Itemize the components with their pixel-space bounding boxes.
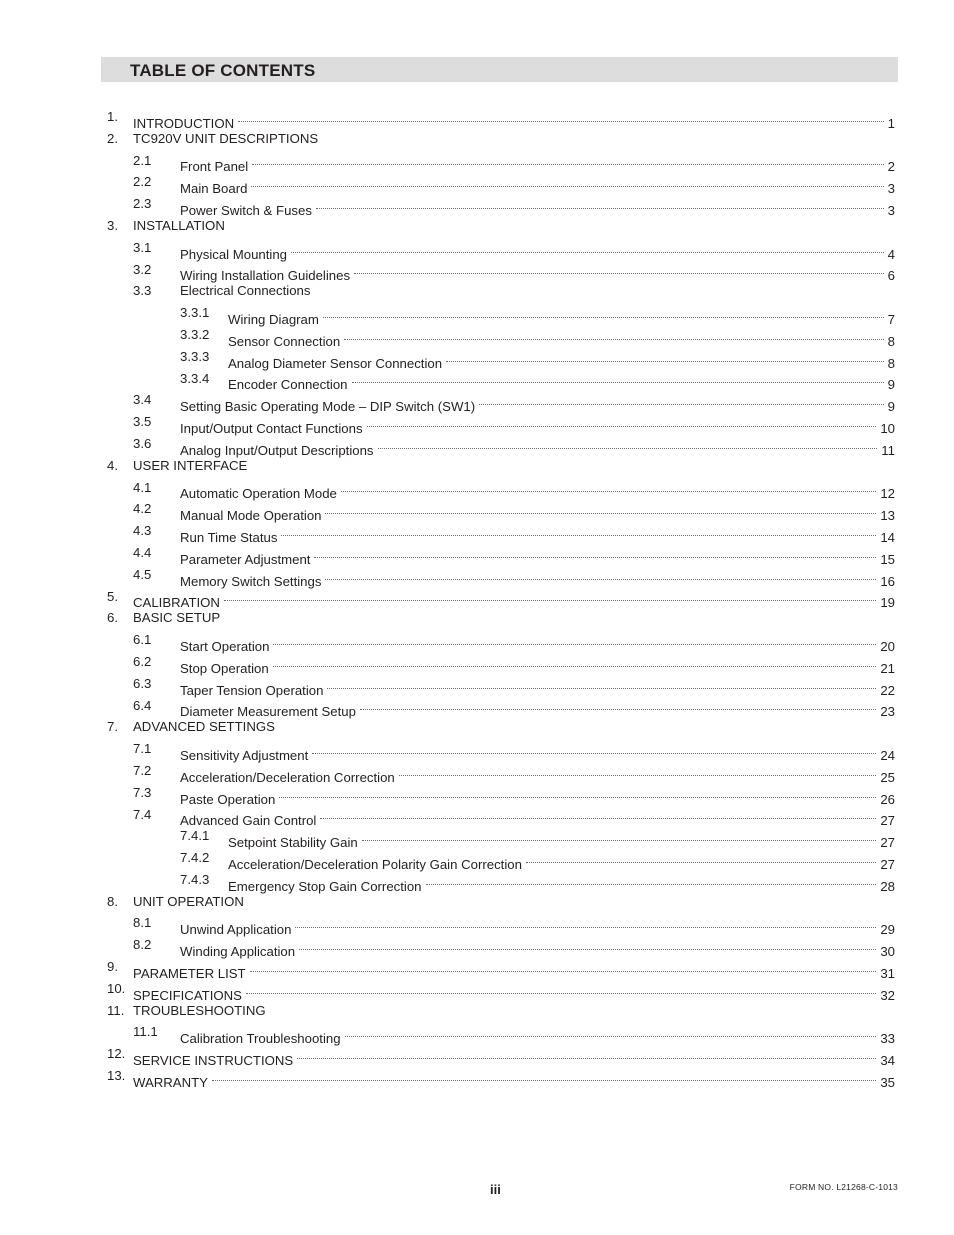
toc-entry-number: 6.4: [133, 697, 152, 713]
toc-entry[interactable]: [0, 869, 954, 894]
dot-leader: [399, 760, 877, 782]
toc-entry-title: Manual Mode Operation: [180, 508, 322, 524]
toc-entry-page: 8: [887, 355, 895, 371]
toc-entry-number: 3.5: [133, 414, 152, 430]
toc-entry[interactable]: [0, 411, 954, 436]
toc-entry-title: Physical Mounting: [180, 246, 288, 262]
toc-entry[interactable]: [0, 259, 954, 284]
toc-entry-page: 9: [887, 399, 895, 415]
toc-entry[interactable]: [0, 978, 954, 1003]
toc-entry[interactable]: [0, 477, 954, 502]
toc-entry-page: 33: [880, 1031, 895, 1047]
toc-entry[interactable]: [0, 629, 954, 654]
toc-entry-page: 19: [880, 595, 895, 611]
toc-entry[interactable]: [0, 673, 954, 698]
toc-entry-line: [180, 280, 895, 302]
toc-entry-page: 3: [887, 202, 895, 218]
toc-entry-title: TC920V UNIT DESCRIPTIONS: [133, 130, 319, 146]
toc-entry-page: 34: [880, 1053, 895, 1069]
dot-leader: [312, 738, 876, 760]
dot-leader: [378, 433, 878, 455]
toc-entry-title: Automatic Operation Mode: [180, 486, 337, 502]
toc-entry-title: Start Operation: [180, 638, 270, 654]
toc-entry[interactable]: [0, 346, 954, 371]
toc-entry[interactable]: [0, 368, 954, 393]
toc-entry-page: 27: [880, 856, 895, 872]
toc-entry[interactable]: [0, 150, 954, 175]
toc-entry-number: 6.: [107, 610, 118, 626]
toc-entry-title: WARRANTY: [133, 1074, 208, 1090]
toc-entry[interactable]: [0, 520, 954, 545]
toc-entry[interactable]: [0, 956, 954, 981]
toc-entry-title: Setting Basic Operating Mode – DIP Switch (SW1): [180, 399, 476, 415]
toc-entry[interactable]: [0, 1065, 954, 1090]
toc-entry-page: 30: [880, 944, 895, 960]
toc-entry-number: 4.3: [133, 523, 152, 539]
toc-entry-title: Parameter Adjustment: [180, 551, 311, 567]
dot-leader: [252, 150, 883, 172]
toc-entry[interactable]: [0, 934, 954, 960]
toc-entry-number: 4.5: [133, 566, 152, 582]
toc-entry-title: USER INTERFACE: [133, 457, 248, 473]
toc-entry-line: [133, 891, 895, 913]
toc-entry-number: 8.2: [133, 937, 152, 953]
toc-entry-title: Input/Output Contact Functions: [180, 420, 363, 436]
toc-entry-number: 7.3: [133, 784, 152, 800]
dot-leader: [273, 629, 876, 651]
toc-entry-page: 32: [880, 987, 895, 1003]
toc-entry-title: Advanced Gain Control: [180, 813, 317, 829]
toc-entry[interactable]: [0, 324, 954, 349]
toc-entry-title: Calibration Troubleshooting: [180, 1031, 341, 1047]
toc-entry-title: UNIT OPERATION: [133, 893, 244, 909]
page-number: iii: [490, 1182, 501, 1197]
toc-entry-number: 7.: [107, 719, 118, 735]
toc-entry-number: 6.2: [133, 653, 152, 669]
dot-leader: [360, 695, 876, 717]
toc-entry-number: 2.: [107, 130, 118, 146]
toc-entry-number: 3.4: [133, 392, 152, 408]
toc-entry-title: Sensor Connection: [228, 333, 341, 349]
toc-entry-number: 10.: [107, 980, 126, 996]
toc-entry-title: Emergency Stop Gain Correction: [228, 878, 422, 894]
toc-entry[interactable]: [0, 825, 954, 851]
toc-entry-page: 27: [880, 835, 895, 851]
toc-entry-page: 29: [880, 922, 895, 938]
toc-entry-number: 3.3.3: [180, 348, 210, 364]
toc-entry[interactable]: [0, 389, 954, 415]
toc-entry-title: Diameter Measurement Setup: [180, 704, 356, 720]
toc-entry-number: 6.3: [133, 675, 152, 691]
toc-entry[interactable]: [0, 1000, 954, 1022]
toc-entry-number: 5.: [107, 588, 118, 604]
toc-entry-number: 7.4: [133, 806, 152, 822]
toc-entry-number: 7.4.2: [180, 850, 210, 866]
dot-leader: [362, 825, 877, 847]
dot-leader: [281, 520, 876, 542]
dot-leader: [251, 171, 883, 193]
dot-leader: [316, 193, 884, 215]
toc-entry-line: [133, 716, 895, 738]
dot-leader: [295, 912, 876, 934]
dot-leader: [224, 586, 876, 608]
toc-entry-page: 22: [880, 682, 895, 698]
toc-entry[interactable]: [0, 738, 954, 763]
toc-entry-page: 12: [880, 486, 895, 502]
dot-leader: [250, 956, 877, 978]
dot-leader: [325, 564, 876, 586]
toc-entry[interactable]: [0, 215, 954, 237]
toc-entry-line: [133, 128, 895, 150]
dot-leader: [246, 978, 876, 1000]
toc-entry-page: 11: [881, 442, 895, 458]
toc-entry-number: 2.3: [133, 196, 152, 212]
dot-leader: [352, 368, 884, 390]
toc-entry-line: [133, 455, 895, 477]
toc-entry-number: 7.1: [133, 741, 152, 757]
dot-leader: [345, 1021, 877, 1043]
toc-entry-title: Main Board: [180, 181, 248, 197]
toc-entry-title: INSTALLATION: [133, 217, 225, 233]
toc-entry-number: 3.: [107, 217, 118, 233]
toc-entry-page: 24: [880, 747, 895, 763]
toc-entry-title: Winding Application: [180, 944, 296, 960]
toc-entry[interactable]: [0, 171, 954, 197]
toc-entry-line: [133, 1065, 895, 1094]
dot-leader: [327, 673, 876, 695]
toc-entry-page: 21: [880, 660, 895, 676]
toc-entry-number: 4.: [107, 457, 118, 473]
toc-entry-line: [133, 215, 895, 237]
toc-entry-title: Encoder Connection: [228, 377, 348, 393]
dot-leader: [325, 498, 876, 520]
dot-leader: [344, 324, 883, 346]
dot-leader: [526, 847, 876, 869]
toc-entry-title: Acceleration/Deceleration Correction: [180, 769, 395, 785]
toc-entry-number: 3.6: [133, 435, 152, 451]
toc-entry-page: 13: [880, 508, 895, 524]
toc-entry-page: 10: [880, 420, 895, 436]
toc-entry-page: 35: [880, 1074, 895, 1090]
table-of-contents: [0, 106, 954, 1090]
toc-entry-page: 31: [880, 965, 895, 981]
toc-entry-number: 8.: [107, 893, 118, 909]
toc-entry[interactable]: [0, 1043, 954, 1069]
toc-entry-title: Sensitivity Adjustment: [180, 747, 309, 763]
toc-entry-number: 3.3: [133, 283, 152, 299]
toc-entry-line: [133, 607, 895, 629]
toc-entry[interactable]: [0, 564, 954, 589]
dot-leader: [479, 389, 884, 411]
toc-entry[interactable]: [0, 912, 954, 938]
toc-entry-title: Front Panel: [180, 159, 249, 175]
toc-entry-page: 2: [887, 159, 895, 175]
toc-entry-number: 11.: [107, 1002, 125, 1018]
toc-entry-page: 28: [880, 878, 895, 894]
dot-leader: [446, 346, 884, 368]
page-title: TABLE OF CONTENTS: [130, 61, 316, 80]
dot-leader: [273, 651, 877, 673]
toc-entry-title: Acceleration/Deceleration Polarity Gain Correction: [228, 856, 522, 872]
toc-entry-title: SERVICE INSTRUCTIONS: [133, 1053, 294, 1069]
toc-entry-page: 8: [887, 333, 895, 349]
toc-entry[interactable]: [0, 302, 954, 327]
toc-entry-page: 3: [887, 181, 895, 197]
dot-leader: [299, 934, 876, 956]
toc-entry-title: ADVANCED SETTINGS: [133, 719, 275, 735]
toc-entry-number: 4.4: [133, 544, 152, 560]
toc-entry[interactable]: [0, 695, 954, 720]
dot-leader: [320, 804, 876, 826]
toc-entry[interactable]: [0, 760, 954, 785]
toc-entry-number: 2.1: [133, 152, 152, 168]
dot-leader: [323, 302, 884, 324]
toc-entry[interactable]: [0, 782, 954, 807]
toc-entry-number: 7.4.3: [180, 871, 210, 887]
toc-entry-number: 3.1: [133, 239, 152, 255]
toc-entry[interactable]: [0, 891, 954, 913]
dot-leader: [279, 782, 876, 804]
toc-entry-number: 8.1: [133, 915, 152, 931]
toc-entry[interactable]: [0, 128, 954, 150]
dot-leader: [314, 542, 876, 564]
toc-entry-title: Paste Operation: [180, 791, 276, 807]
toc-header-bar: [101, 57, 898, 82]
toc-entry-title: Taper Tension Operation: [180, 682, 324, 698]
toc-entry[interactable]: [0, 586, 954, 611]
toc-entry-number: 3.3.2: [180, 326, 210, 342]
toc-entry-title: Electrical Connections: [180, 283, 311, 299]
dot-leader: [426, 869, 877, 891]
toc-entry-page: 6: [887, 268, 895, 284]
toc-entry-number: 3.3.1: [180, 305, 210, 321]
toc-entry-page: 26: [880, 791, 895, 807]
toc-entry[interactable]: [0, 651, 954, 676]
dot-leader: [238, 106, 884, 128]
toc-entry-title: Unwind Application: [180, 922, 292, 938]
toc-entry-page: 25: [880, 769, 895, 785]
toc-entry-title: Memory Switch Settings: [180, 573, 322, 589]
toc-entry-number: 2.2: [133, 174, 152, 190]
toc-entry-number: 9.: [107, 959, 118, 975]
toc-entry-page: 1: [887, 115, 895, 131]
toc-entry-number: 4.2: [133, 501, 152, 517]
toc-entry[interactable]: [0, 542, 954, 567]
toc-entry-title: Power Switch & Fuses: [180, 202, 312, 218]
toc-entry-number: 7.2: [133, 762, 152, 778]
toc-entry-title: TROUBLESHOOTING: [133, 1002, 266, 1018]
toc-entry-title: INTRODUCTION: [133, 115, 235, 131]
toc-entry-number: 7.4.1: [180, 828, 210, 844]
toc-entry[interactable]: [0, 237, 954, 262]
form-number: FORM NO. L21268-C-1013: [789, 1182, 898, 1192]
toc-entry-title: Analog Diameter Sensor Connection: [228, 355, 443, 371]
toc-entry-title: Wiring Diagram: [228, 311, 319, 327]
toc-entry-number: 4.1: [133, 479, 152, 495]
toc-entry[interactable]: [0, 804, 954, 829]
toc-entry-title: Analog Input/Output Descriptions: [180, 442, 374, 458]
toc-entry[interactable]: [0, 193, 954, 218]
toc-entry-title: Run Time Status: [180, 529, 278, 545]
toc-entry-number: 1.: [107, 109, 118, 124]
toc-entry-page: 23: [880, 704, 895, 720]
toc-entry-page: 15: [880, 551, 895, 567]
dot-leader: [341, 477, 876, 499]
toc-entry-number: 3.3.4: [180, 370, 210, 386]
toc-entry[interactable]: [0, 847, 954, 872]
dot-leader: [367, 411, 877, 433]
toc-entry-page: 27: [880, 813, 895, 829]
toc-entry-title: Setpoint Stability Gain: [228, 835, 358, 851]
toc-entry-page: 7: [887, 311, 895, 327]
toc-entry[interactable]: [0, 498, 954, 524]
toc-entry-title: BASIC SETUP: [133, 610, 221, 626]
toc-entry-page: 9: [887, 377, 895, 393]
toc-entry-page: 16: [880, 573, 895, 589]
toc-entry[interactable]: [0, 716, 954, 738]
dot-leader: [291, 237, 884, 259]
toc-entry[interactable]: [0, 280, 954, 302]
toc-entry[interactable]: [0, 607, 954, 629]
toc-entry-title: Stop Operation: [180, 660, 269, 676]
dot-leader: [212, 1065, 876, 1087]
toc-entry-page: 4: [887, 246, 895, 262]
toc-entry-number: 11.1: [133, 1024, 158, 1040]
toc-entry-number: 3.2: [133, 261, 152, 277]
toc-entry-title: CALIBRATION: [133, 595, 220, 611]
toc-entry-number: 13.: [107, 1068, 126, 1084]
toc-entry-number: 12.: [107, 1046, 126, 1062]
toc-entry-number: 6.1: [133, 632, 152, 648]
toc-entry-title: Wiring Installation Guidelines: [180, 268, 351, 284]
toc-entry[interactable]: [0, 433, 954, 458]
toc-entry-page: 14: [880, 529, 895, 545]
dot-leader: [354, 259, 884, 281]
toc-entry[interactable]: [0, 1021, 954, 1047]
toc-entry-page: 20: [880, 638, 895, 654]
toc-entry-line: [133, 1000, 895, 1022]
dot-leader: [297, 1043, 876, 1065]
toc-entry[interactable]: [0, 455, 954, 477]
toc-entry-title: PARAMETER LIST: [133, 965, 246, 981]
toc-entry[interactable]: [0, 106, 954, 131]
toc-entry-title: SPECIFICATIONS: [133, 987, 242, 1003]
